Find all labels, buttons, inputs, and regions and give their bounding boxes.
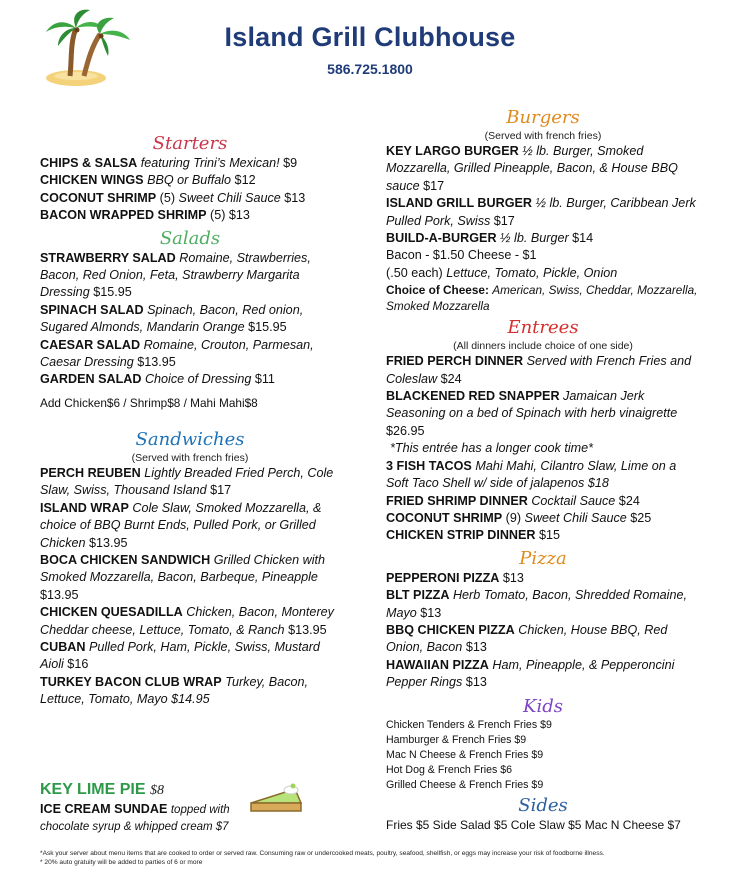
burger-toppings: (.50 each) Lettuce, Tomato, Pickle, Onion [386,265,618,280]
menu-item: CHIPS & SALSA featuring Trini’s Mexican! $9 [40,156,298,170]
sandwiches-heading: Sandwiches [135,428,245,450]
starters-heading: Starters [152,133,228,154]
menu-item: KEY LARGO BURGER ½ lb. Burger, Smoked Mozzarella, Grilled Pineapple, Bacon, & House BBQ sauce $17 [386,144,678,193]
raw-food-disclaimer: *Ask your server about menu items that are cooked to order or served raw. Consuming raw or undercooked meats, poultry, seafood, shellfish, or eggs may increase your risk of foodborne illness. [40,850,605,857]
menu-item: HAWAIIAN PIZZA Ham, Pineapple, & Pepperoncini Pepper Rings $13 [386,657,675,690]
salads-heading: Salads [159,227,221,249]
menu-item: SPINACH SALAD Spinach, Bacon, Red onion, Sugared Almonds, Mandarin Orange $15.95 [40,302,304,335]
kids-heading: Kids [523,695,563,717]
menu-item: CHICKEN QUESADILLA Chicken, Bacon, Monterey Cheddar cheese, Lettuce, Tomato, & Ranch $13.95 [40,605,334,637]
menu-item: COCONUT SHRIMP (5) Sweet Chili Sauce $13 [40,190,306,205]
menu-item: CHICKEN STRIP DINNER $15 [386,528,561,543]
menu-item: COCONUT SHRIMP (9) Sweet Chili Sauce $25 [386,510,652,525]
menu-item: FRIED SHRIMP DINNER Cocktail Sauce $24 [386,493,640,508]
burger-cheese: Choice of Cheese: American, Swiss, Cheddar, Mozzarella, Smoked Mozzarella [386,283,698,314]
menu-item: BLT PIZZA Herb Tomato, Bacon, Shredded Romaine, Mayo $13 [386,588,687,620]
kids-item: Grilled Cheese & French Fries $9 [386,778,544,791]
menu-item: CUBAN Pulled Pork, Ham, Pickle, Swiss, Mustard Aioli $16 [40,639,320,672]
kids-item: Hot Dog & French Fries $6 [386,763,512,776]
menu-item: ISLAND GRILL BURGER ½ lb. Burger, Caribbean Jerk Pulled Pork, Swiss $17 [386,196,696,228]
cook-time-note: *This entrée has a longer cook time* [390,441,594,456]
menu-item: STRAWBERRY SALAD Romaine, Strawberries, Bacon, Red Onion, Feta, Strawberry Margarita Dressing $15.95 [40,250,311,300]
kids-item: Chicken Tenders & French Fries $9 [386,718,552,731]
menu-item: BOCA CHICKEN SANDWICH Grilled Chicken with Smoked Mozzarella, Bacon, Barbeque, Pineapple $13.95 [40,552,326,602]
entrees-heading: Entrees [507,317,579,339]
menu-item: BACON WRAPPED SHRIMP (5) $13 [40,208,250,223]
pie-slice-icon [247,781,305,819]
key-lime-pie-item: KEY LIME PIE $8 [40,781,164,798]
phone-number: 586.725.1800 [327,61,413,77]
menu-item: PEPPERONI PIZZA $13 [386,570,524,585]
menu-item: CAESAR SALAD Romaine, Crouton, Parmesan, Caesar Dressing $13.95 [40,337,314,370]
right-column [386,107,700,834]
sides-heading: Sides [518,794,568,816]
menu-item: PERCH REUBEN Lightly Breaded Fried Perch, Cole Slaw, Swiss, Thousand Island $17 [40,465,334,498]
pizza-heading: Pizza [519,547,567,569]
menu-item: BBQ CHICKEN PIZZA Chicken, House BBQ, Red Onion, Bacon $13 [386,622,668,655]
menu-item: ISLAND WRAP Cole Slaw, Smoked Mozzarella, & choice of BBQ Burnt Ends, Pulled Pork, or Grilled Chicken $13.95 [40,500,322,550]
footnotes [40,849,700,867]
menu-item: BLACKENED RED SNAPPER Jamaican Jerk Seasoning on a bed of Spinach with herb vinaigrette $26.95 [386,389,678,438]
burger-addons: Bacon - $1.50 Cheese - $1 [386,248,537,263]
menu-item: CHICKEN WINGS BBQ or Buffalo $12 [40,173,256,188]
ice-cream-sundae-item: ICE CREAM SUNDAE topped with chocolate syrup & whipped cream $7 [40,802,230,833]
gratuity-note: * 20% auto gratuity will be added to parties of 6 or more [40,859,203,866]
menu-item: BUILD-A-BURGER ½ lb. Burger $14 [386,231,594,246]
menu-item: 3 FISH TACOS Mahi Mahi, Cilantro Slaw, Lime on a Soft Taco Shell w/ side of jalapenos $18 [386,458,677,491]
palm-tree-logo [40,6,136,88]
kids-item: Hamburger & French Fries $9 [386,733,527,746]
menu-item: TURKEY BACON CLUB WRAP Turkey, Bacon, Lettuce, Tomato, Mayo $14.95 [40,674,309,707]
burgers-note: (Served with french fries) [484,130,602,142]
dessert-section [40,780,280,835]
entrees-note: (All dinners include choice of one side) [453,340,633,353]
menu-item: FRIED PERCH DINNER Served with French Fries and Coleslaw $24 [386,354,692,386]
salad-addon: Add Chicken$6 / Shrimp$8 / Mahi Mahi$8 [40,395,258,410]
menu-item: GARDEN SALAD Choice of Dressing $11 [40,372,275,387]
restaurant-name: Island Grill Clubhouse [224,22,516,52]
sides-line: Fries $5 Side Salad $5 Cole Slaw $5 Mac N Cheese $7 [386,817,681,832]
burgers-heading: Burgers [506,107,580,128]
kids-item: Mac N Cheese & French Fries $9 [386,748,544,761]
left-column [40,133,340,709]
sandwiches-note: (Served with french fries) [131,451,249,464]
